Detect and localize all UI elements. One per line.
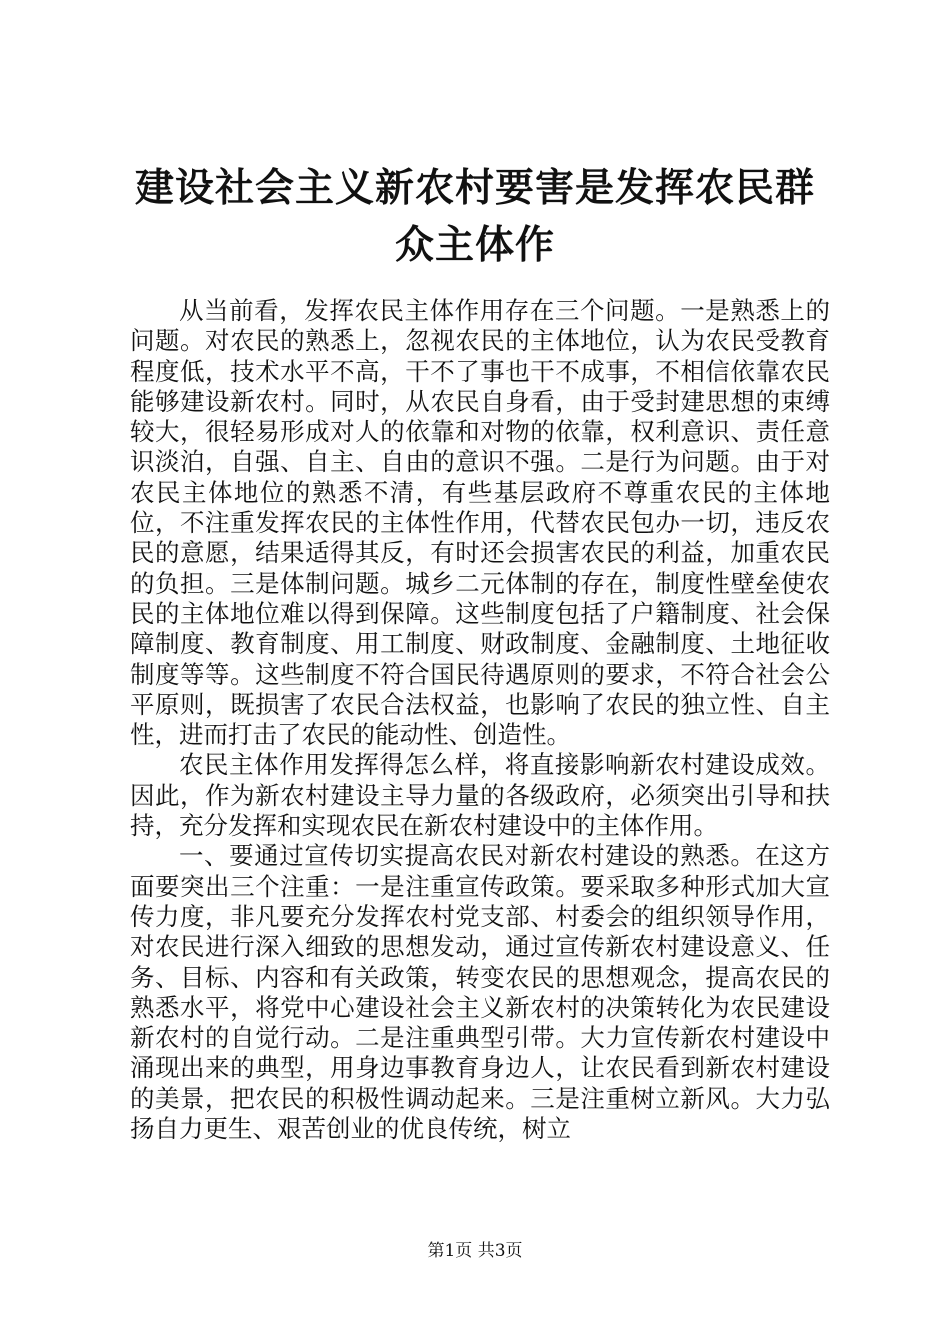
paragraph-1: 从当前看，发挥农民主体作用存在三个问题。一是熟悉上的问题。对农民的熟悉上，忽视农民的主体地位，认为农民受教育程度低，技术水平不高，干不了事也干不成事，不相信依靠农民能够建设新农村。同时，从农民自身看，由于受封建思想的束缚较大，很轻易形成对人的依靠和对物的依靠，权利意识、责任意识淡泊，自强、自主、自由的意识不强。二是行为问题。由于对农民主体地位的熟悉不清，有些基层政府不尊重农民的主体地位，不注重发挥农民的主体性作用，代替农民包办一切，违反农民的意愿，结果适得其反，有时还会损害农民的利益，加重农民的负担。三是体制问题。城乡二元体制的存在，制度性壁垒使农民的主体地位难以得到保障。这些制度包括了户籍制度、社会保障制度、教育制度、用工制度、财政制度、金融制度、土地征收制度等等。这些制度不符合国民待遇原则的要求，不符合社会公平原则，既损害了农民合法权益，也影响了农民的独立性、自主性，进而打击了农民的能动性、创造性。 (130, 296, 830, 750)
page-footer: 第1页 共3页 (427, 1241, 523, 1261)
paragraph-2: 农民主体作用发挥得怎么样，将直接影响新农村建设成效。因此，作为新农村建设主导力量的各级政府，必须突出引导和扶持，充分发挥和实现农民在新农村建设中的主体作用。 (130, 750, 830, 841)
paragraph-3: 一、要通过宣传切实提高农民对新农村建设的熟悉。在这方面要突出三个注重：一是注重宣传政策。要采取多种形式加大宣传力度，非凡要充分发挥农村党支部、村委会的组织领导作用，对农民进行深入细致的思想发动，通过宣传新农村建设意义、任务、目标、内容和有关政策，转变农民的思想观念，提高农民的熟悉水平，将党中心建设社会主义新农村的决策转化为农民建设新农村的自觉行动。二是注重典型引带。大力宣传新农村建设中涌现出来的典型，用身边事教育身边人，让农民看到新农村建设的美景，把农民的积极性调动起来。三是注重树立新风。大力弘扬自力更生、艰苦创业的优良传统，树立 (130, 841, 830, 1144)
document-body (130, 296, 830, 1144)
document-title: 建设社会主义新农村要害是发挥农民群众主体作 (134, 166, 815, 268)
